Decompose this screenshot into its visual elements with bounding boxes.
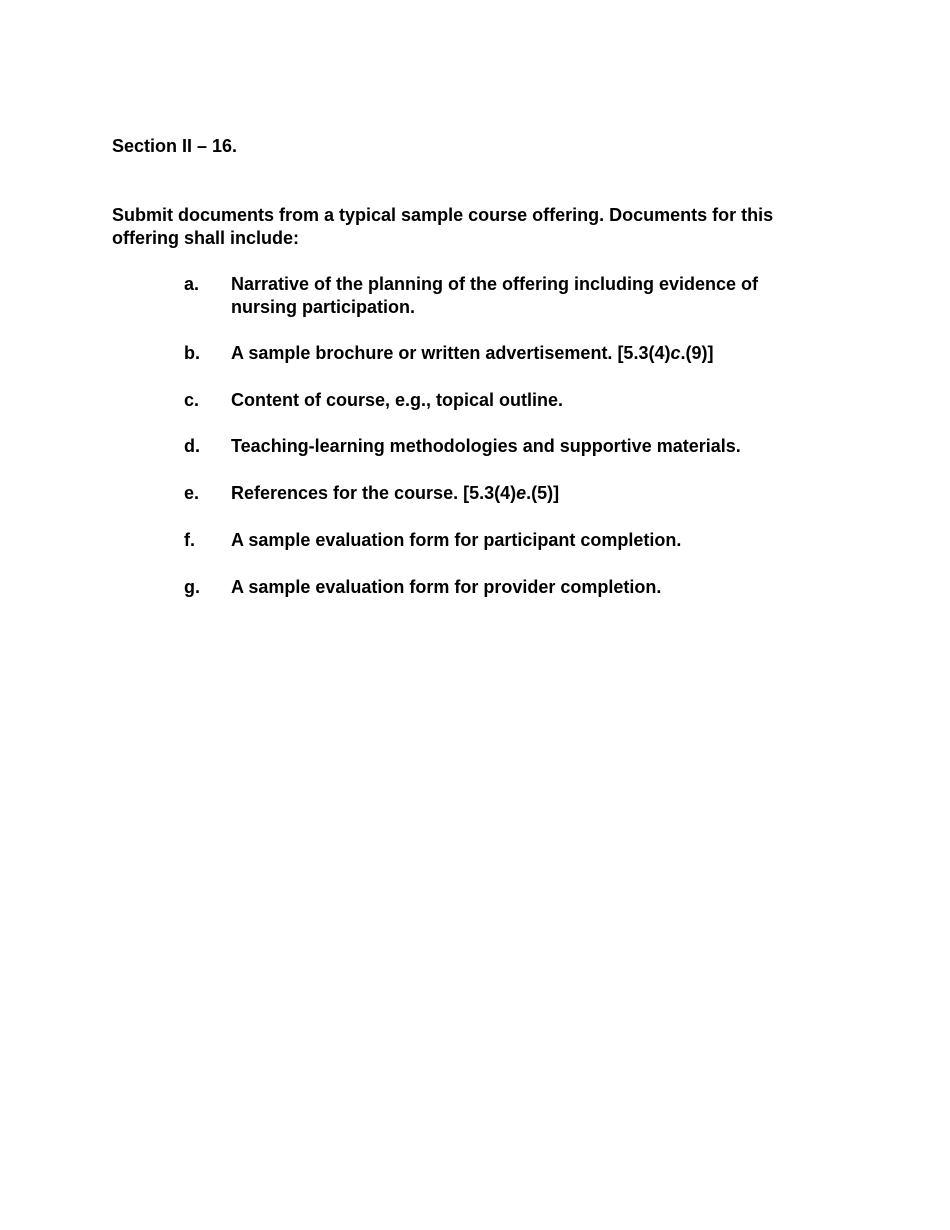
list-item-text bbox=[231, 342, 781, 365]
list-item-text bbox=[231, 482, 781, 505]
section-title: Section II – 16. bbox=[112, 136, 238, 156]
list-item-text: A sample evaluation form for provider completion. bbox=[231, 577, 662, 597]
list-item-text-tail: .(9)] bbox=[680, 343, 714, 363]
list-item-letter: g. bbox=[184, 577, 200, 597]
list-item-text-tail: .(5)] bbox=[526, 483, 560, 503]
list-item-text: Narrative of the planning of the offering including evidence of nursing participation. bbox=[231, 274, 759, 317]
list-item-text-italic: e bbox=[516, 483, 527, 503]
intro-paragraph: Submit documents from a typical sample course offering. Documents for this offering shall include: bbox=[112, 205, 774, 248]
list-item-letter: f. bbox=[184, 530, 195, 550]
list-item-letter: b. bbox=[184, 343, 200, 363]
list-item-letter: a. bbox=[184, 274, 200, 294]
list-item-text-main: References for the course. [5.3(4) bbox=[231, 483, 517, 503]
list-item-text-main: A sample brochure or written advertisement. [5.3(4) bbox=[231, 343, 671, 363]
list-item-text: Content of course, e.g., topical outline. bbox=[231, 390, 564, 410]
list-item-letter: e. bbox=[184, 483, 200, 503]
list-item-letter: d. bbox=[184, 436, 200, 456]
list-item-text-italic: c bbox=[670, 343, 681, 363]
list-item-text: Teaching-learning methodologies and supportive materials. bbox=[231, 436, 741, 456]
list-item-text: A sample evaluation form for participant completion. bbox=[231, 530, 682, 550]
list-item-letter: c. bbox=[184, 390, 200, 410]
